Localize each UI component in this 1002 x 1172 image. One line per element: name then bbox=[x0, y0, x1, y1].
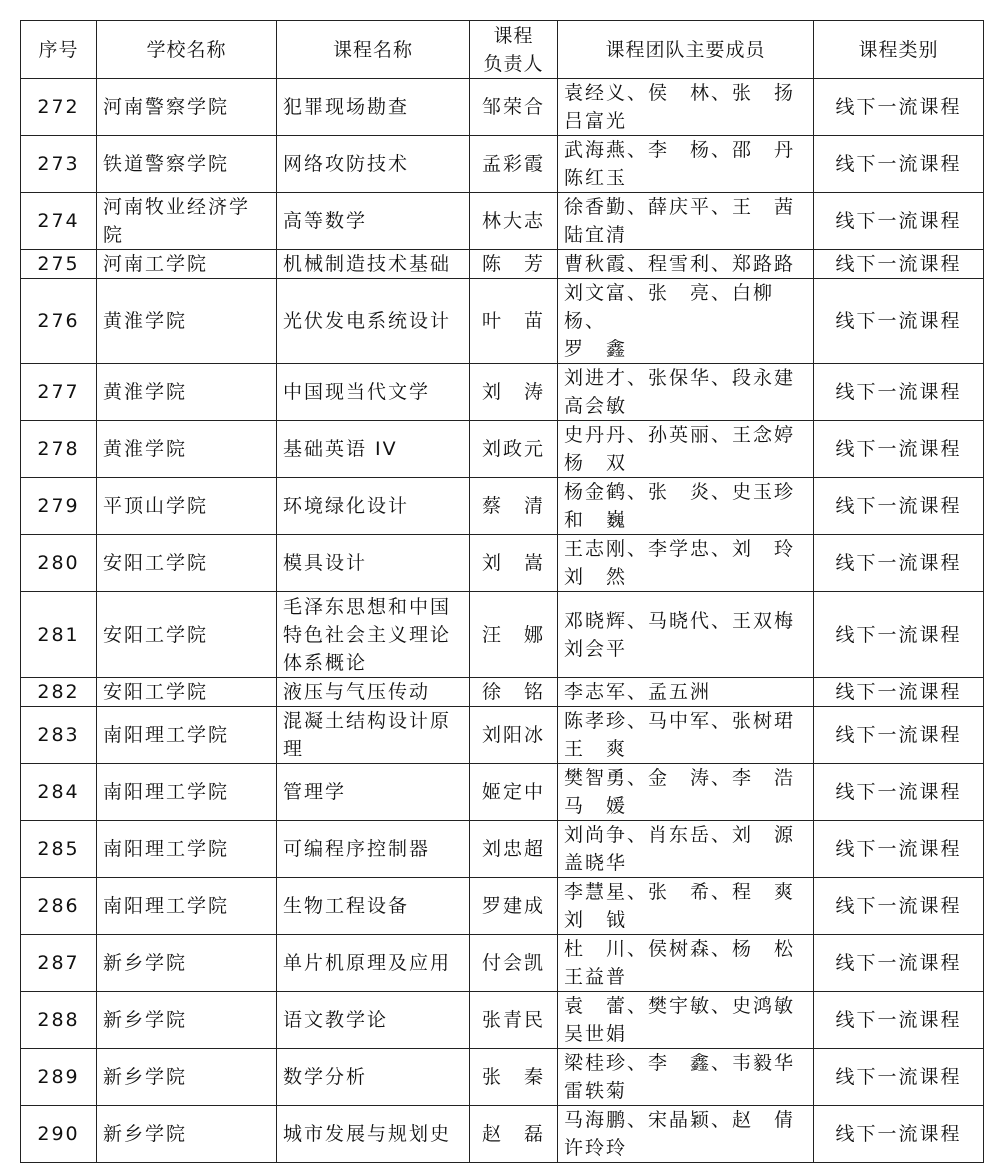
team-members-line: 徐香勤、薛庆平、王 茜 bbox=[564, 196, 796, 218]
course-type: 线下一流课程 bbox=[814, 250, 984, 279]
school-name: 新乡学院 bbox=[97, 935, 277, 992]
school-name: 黄淮学院 bbox=[97, 279, 277, 364]
team-members-line: 罗 鑫 bbox=[564, 338, 628, 360]
course-name: 数学分析 bbox=[277, 1049, 470, 1106]
row-number: 283 bbox=[21, 707, 97, 764]
course-type: 线下一流课程 bbox=[814, 1106, 984, 1163]
team-members-line: 邓晓辉、马晓代、王双梅 bbox=[564, 609, 796, 632]
team-members bbox=[558, 878, 814, 935]
course-type: 线下一流课程 bbox=[814, 193, 984, 250]
course-table bbox=[20, 20, 984, 1163]
school-name: 河南警察学院 bbox=[97, 79, 277, 136]
course-type: 线下一流课程 bbox=[814, 764, 984, 821]
course-type: 线下一流课程 bbox=[814, 535, 984, 592]
team-members-line: 吴世娟 bbox=[564, 1023, 628, 1045]
team-members-line: 陈孝珍、马中军、张树珺 bbox=[564, 710, 796, 732]
school-name: 黄淮学院 bbox=[97, 421, 277, 478]
table-row bbox=[21, 364, 984, 421]
row-number: 290 bbox=[21, 1106, 97, 1163]
team-members bbox=[558, 193, 814, 250]
team-members bbox=[558, 136, 814, 193]
course-lead: 罗建成 bbox=[470, 878, 558, 935]
row-number: 287 bbox=[21, 935, 97, 992]
table-row bbox=[21, 592, 984, 678]
table-row bbox=[21, 279, 984, 364]
team-members bbox=[558, 279, 814, 364]
header-course: 课程名称 bbox=[277, 21, 470, 79]
course-name: 管理学 bbox=[277, 764, 470, 821]
school-name: 安阳工学院 bbox=[97, 592, 277, 678]
course-lead: 邹荣合 bbox=[470, 79, 558, 136]
team-members-line: 刘 钺 bbox=[564, 909, 628, 931]
table-row bbox=[21, 992, 984, 1049]
school-name: 安阳工学院 bbox=[97, 535, 277, 592]
school-name: 安阳工学院 bbox=[97, 678, 277, 707]
team-members-line: 高会敏 bbox=[564, 395, 628, 417]
header-lead-line2: 负责人 bbox=[483, 52, 544, 75]
team-members-line: 刘进才、张保华、段永建 bbox=[564, 367, 796, 389]
course-name: 中国现当代文学 bbox=[277, 364, 470, 421]
table-row bbox=[21, 478, 984, 535]
team-members-line: 杨金鹤、张 炎、史玉珍 bbox=[564, 481, 796, 503]
course-type: 线下一流课程 bbox=[814, 421, 984, 478]
row-number: 273 bbox=[21, 136, 97, 193]
course-lead: 刘 涛 bbox=[470, 364, 558, 421]
course-name: 城市发展与规划史 bbox=[277, 1106, 470, 1163]
team-members-line: 刘文富、张 亮、白柳杨、 bbox=[564, 282, 775, 332]
team-members bbox=[558, 707, 814, 764]
course-type: 线下一流课程 bbox=[814, 364, 984, 421]
course-name: 机械制造技术基础 bbox=[277, 250, 470, 279]
team-members-line: 刘 然 bbox=[564, 566, 628, 588]
team-members bbox=[558, 935, 814, 992]
team-members-line: 刘尚争、肖东岳、刘 源 bbox=[564, 824, 796, 846]
team-members bbox=[558, 79, 814, 136]
team-members-line: 梁桂珍、李 鑫、韦毅华 bbox=[564, 1052, 796, 1074]
course-lead: 叶 苗 bbox=[470, 279, 558, 364]
header-lead bbox=[470, 21, 558, 79]
row-number: 279 bbox=[21, 478, 97, 535]
header-school: 学校名称 bbox=[97, 21, 277, 79]
school-name: 新乡学院 bbox=[97, 1049, 277, 1106]
row-number: 272 bbox=[21, 79, 97, 136]
team-members-line: 刘会平 bbox=[564, 637, 628, 660]
team-members-line: 杜 川、侯树森、杨 松 bbox=[564, 938, 796, 960]
course-name: 毛泽东思想和中国特色社会主义理论体系概论 bbox=[277, 592, 470, 678]
team-members bbox=[558, 1106, 814, 1163]
course-name: 网络攻防技术 bbox=[277, 136, 470, 193]
team-members bbox=[558, 764, 814, 821]
school-name: 南阳理工学院 bbox=[97, 821, 277, 878]
course-lead: 赵 磊 bbox=[470, 1106, 558, 1163]
course-lead: 姬定中 bbox=[470, 764, 558, 821]
course-name: 单片机原理及应用 bbox=[277, 935, 470, 992]
school-name: 南阳理工学院 bbox=[97, 878, 277, 935]
team-members-line: 樊智勇、金 涛、李 浩 bbox=[564, 767, 796, 789]
course-name: 生物工程设备 bbox=[277, 878, 470, 935]
course-lead: 张青民 bbox=[470, 992, 558, 1049]
team-members-line: 许玲玲 bbox=[564, 1137, 628, 1159]
header-no: 序号 bbox=[21, 21, 97, 79]
row-number: 280 bbox=[21, 535, 97, 592]
team-members-line: 袁 蕾、樊宇敏、史鸿敏 bbox=[564, 995, 796, 1017]
table-row bbox=[21, 678, 984, 707]
course-type: 线下一流课程 bbox=[814, 992, 984, 1049]
row-number: 275 bbox=[21, 250, 97, 279]
team-members bbox=[558, 1049, 814, 1106]
team-members-line: 吕富光 bbox=[564, 110, 628, 132]
course-type: 线下一流课程 bbox=[814, 478, 984, 535]
table-row bbox=[21, 935, 984, 992]
course-name: 液压与气压传动 bbox=[277, 678, 470, 707]
team-members bbox=[558, 678, 814, 707]
school-name: 南阳理工学院 bbox=[97, 707, 277, 764]
table-body bbox=[21, 79, 984, 1163]
header-members: 课程团队主要成员 bbox=[558, 21, 814, 79]
row-number: 282 bbox=[21, 678, 97, 707]
course-lead: 陈 芳 bbox=[470, 250, 558, 279]
course-type: 线下一流课程 bbox=[814, 1049, 984, 1106]
course-name: 高等数学 bbox=[277, 193, 470, 250]
team-members-line: 李志军、孟五洲 bbox=[564, 681, 712, 703]
course-name: 光伏发电系统设计 bbox=[277, 279, 470, 364]
team-members bbox=[558, 478, 814, 535]
team-members bbox=[558, 250, 814, 279]
course-type: 线下一流课程 bbox=[814, 935, 984, 992]
header-type: 课程类别 bbox=[814, 21, 984, 79]
table-row bbox=[21, 1049, 984, 1106]
course-lead: 林大志 bbox=[470, 193, 558, 250]
row-number: 288 bbox=[21, 992, 97, 1049]
team-members-line: 曹秋霞、程雪利、郑路路 bbox=[564, 253, 796, 275]
course-lead: 张 秦 bbox=[470, 1049, 558, 1106]
course-lead: 刘 嵩 bbox=[470, 535, 558, 592]
table-row bbox=[21, 421, 984, 478]
row-number: 286 bbox=[21, 878, 97, 935]
team-members-line: 李慧星、张 希、程 爽 bbox=[564, 881, 796, 903]
row-number: 277 bbox=[21, 364, 97, 421]
table-row bbox=[21, 79, 984, 136]
team-members-line: 史丹丹、孙英丽、王念婷 bbox=[564, 424, 796, 446]
header-row bbox=[21, 21, 984, 79]
team-members-line: 马 媛 bbox=[564, 795, 628, 817]
course-name: 基础英语 IV bbox=[277, 421, 470, 478]
course-lead: 徐 铭 bbox=[470, 678, 558, 707]
team-members-line: 杨 双 bbox=[564, 452, 628, 474]
course-lead: 蔡 清 bbox=[470, 478, 558, 535]
course-type: 线下一流课程 bbox=[814, 821, 984, 878]
team-members-line: 陈红玉 bbox=[564, 167, 628, 189]
row-number: 276 bbox=[21, 279, 97, 364]
team-members-line: 和 巍 bbox=[564, 509, 628, 531]
row-number: 289 bbox=[21, 1049, 97, 1106]
course-name: 犯罪现场勘查 bbox=[277, 79, 470, 136]
table-row bbox=[21, 136, 984, 193]
table-row bbox=[21, 764, 984, 821]
course-name: 语文教学论 bbox=[277, 992, 470, 1049]
course-name: 环境绿化设计 bbox=[277, 478, 470, 535]
school-name: 河南工学院 bbox=[97, 250, 277, 279]
team-members-line: 雷轶菊 bbox=[564, 1080, 628, 1102]
course-lead: 刘政元 bbox=[470, 421, 558, 478]
school-name: 新乡学院 bbox=[97, 992, 277, 1049]
course-type: 线下一流课程 bbox=[814, 678, 984, 707]
team-members bbox=[558, 535, 814, 592]
course-name: 模具设计 bbox=[277, 535, 470, 592]
school-name: 铁道警察学院 bbox=[97, 136, 277, 193]
table-row bbox=[21, 707, 984, 764]
course-lead: 孟彩霞 bbox=[470, 136, 558, 193]
header-lead-line1: 课程 bbox=[493, 24, 534, 47]
team-members bbox=[558, 821, 814, 878]
table-row bbox=[21, 821, 984, 878]
table-row bbox=[21, 878, 984, 935]
team-members bbox=[558, 992, 814, 1049]
course-lead: 刘阳冰 bbox=[470, 707, 558, 764]
course-name: 混凝土结构设计原理 bbox=[277, 707, 470, 764]
team-members-line: 王益普 bbox=[564, 966, 628, 988]
row-number: 278 bbox=[21, 421, 97, 478]
team-members bbox=[558, 364, 814, 421]
school-name: 平顶山学院 bbox=[97, 478, 277, 535]
table-row bbox=[21, 250, 984, 279]
team-members-line: 袁经义、侯 林、张 扬 bbox=[564, 82, 796, 104]
row-number: 285 bbox=[21, 821, 97, 878]
course-lead: 刘忠超 bbox=[470, 821, 558, 878]
school-name: 新乡学院 bbox=[97, 1106, 277, 1163]
course-name: 可编程序控制器 bbox=[277, 821, 470, 878]
course-lead: 付会凯 bbox=[470, 935, 558, 992]
table-row bbox=[21, 193, 984, 250]
team-members-line: 武海燕、李 杨、邵 丹 bbox=[564, 139, 796, 161]
team-members-line: 王志刚、李学忠、刘 玲 bbox=[564, 538, 796, 560]
team-members-line: 盖晓华 bbox=[564, 852, 628, 874]
course-lead: 汪 娜 bbox=[470, 592, 558, 678]
course-type: 线下一流课程 bbox=[814, 878, 984, 935]
team-members bbox=[558, 592, 814, 678]
course-type: 线下一流课程 bbox=[814, 592, 984, 678]
team-members-line: 王 爽 bbox=[564, 738, 628, 760]
school-name: 南阳理工学院 bbox=[97, 764, 277, 821]
course-type: 线下一流课程 bbox=[814, 136, 984, 193]
team-members-line: 陆宜清 bbox=[564, 224, 628, 246]
course-type: 线下一流课程 bbox=[814, 79, 984, 136]
row-number: 281 bbox=[21, 592, 97, 678]
course-type: 线下一流课程 bbox=[814, 279, 984, 364]
row-number: 284 bbox=[21, 764, 97, 821]
team-members-line: 马海鹏、宋晶颖、赵 倩 bbox=[564, 1109, 796, 1131]
table-row bbox=[21, 1106, 984, 1163]
school-name: 河南牧业经济学院 bbox=[97, 193, 277, 250]
school-name: 黄淮学院 bbox=[97, 364, 277, 421]
team-members bbox=[558, 421, 814, 478]
course-type: 线下一流课程 bbox=[814, 707, 984, 764]
row-number: 274 bbox=[21, 193, 97, 250]
table-row bbox=[21, 535, 984, 592]
